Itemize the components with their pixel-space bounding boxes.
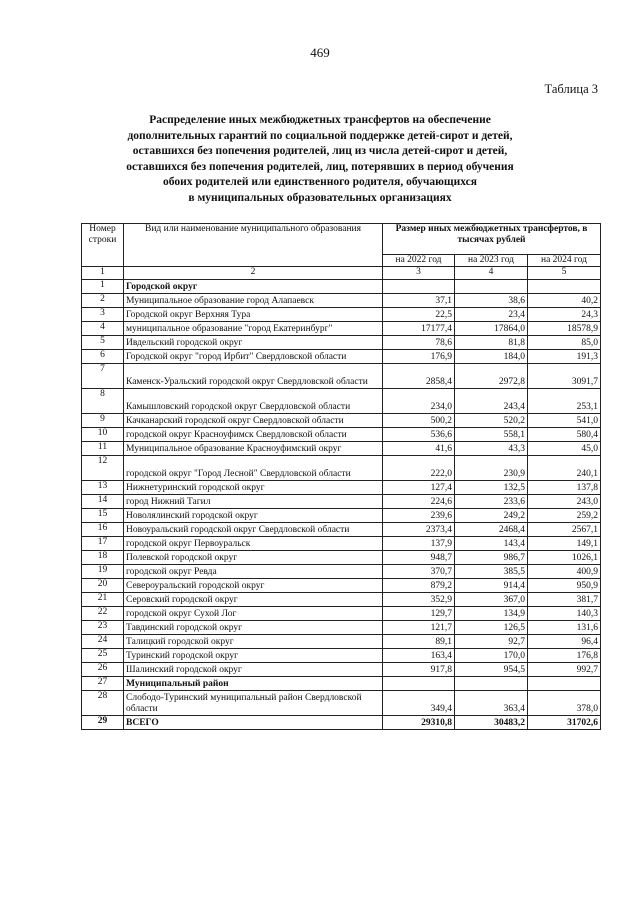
value-2023: 43,3 — [455, 442, 528, 456]
value-2023: 2468,4 — [455, 523, 528, 537]
value-2022: 29310,8 — [383, 716, 455, 730]
table-row — [82, 350, 601, 364]
header-year-2022: на 2022 год — [383, 255, 455, 267]
row-number: 26 — [82, 663, 124, 677]
value-2022: 17177,4 — [383, 322, 455, 336]
header-year-2023: на 2023 год — [455, 255, 528, 267]
value-2023: 954,5 — [455, 663, 528, 677]
row-number: 16 — [82, 523, 124, 537]
value-2023: 385,5 — [455, 565, 528, 579]
municipality-name: муниципальное образование "город Екатеринбург" — [124, 322, 383, 336]
row-number: 14 — [82, 495, 124, 509]
header-row-number: Номер строки — [82, 224, 124, 267]
municipality-name: Новолялинский городской округ — [124, 509, 383, 523]
value-2022: 224,6 — [383, 495, 455, 509]
value-2024: 580,4 — [528, 428, 601, 442]
table-row — [82, 495, 601, 509]
transfers-table — [81, 223, 601, 730]
value-2022: 917,8 — [383, 663, 455, 677]
row-number: 6 — [82, 350, 124, 364]
value-2024: 1026,1 — [528, 551, 601, 565]
municipality-name: городской округ Первоуральск — [124, 537, 383, 551]
value-2022: 163,4 — [383, 649, 455, 663]
row-number: 12 — [82, 456, 124, 481]
table-row — [82, 593, 601, 607]
value-2022: 234,0 — [383, 389, 455, 414]
value-2023: 249,2 — [455, 509, 528, 523]
value-2022: 2373,4 — [383, 523, 455, 537]
municipality-name: городской округ Ревда — [124, 565, 383, 579]
municipality-name: Талицкий городской округ — [124, 635, 383, 649]
municipality-name: Слободо-Туринский муниципальный район Свердловской области — [124, 691, 383, 716]
value-2023: 134,9 — [455, 607, 528, 621]
municipality-name: Муниципальное образование Красноуфимский округ — [124, 442, 383, 456]
title-line: оставшихся без попечения родителей, лиц, потерявших в период обучения — [126, 160, 514, 173]
table-label: Таблица 3 — [544, 82, 598, 96]
table-row — [82, 621, 601, 635]
value-2023: 132,5 — [455, 481, 528, 495]
value-2022: 121,7 — [383, 621, 455, 635]
value-2023: 2972,8 — [455, 364, 528, 389]
title-line: в муниципальных образовательных организациях — [188, 191, 452, 204]
value-2023: 23,4 — [455, 308, 528, 322]
municipality-name: Тавдинский городской округ — [124, 621, 383, 635]
value-2024 — [528, 677, 601, 691]
value-2024: 240,1 — [528, 456, 601, 481]
value-2023: 558,1 — [455, 428, 528, 442]
municipality-name: ВСЕГО — [124, 716, 383, 730]
value-2024: 2567,1 — [528, 523, 601, 537]
page-number: 469 — [310, 45, 330, 60]
title-line: обоих родителей или единственного родителя, обучающихся — [163, 176, 477, 189]
municipality-name: Городской округ "город Ирбит" Свердловской области — [124, 350, 383, 364]
municipality-name: городской округ Сухой Лог — [124, 607, 383, 621]
row-number: 17 — [82, 537, 124, 551]
value-2023: 230,9 — [455, 456, 528, 481]
row-number: 8 — [82, 389, 124, 414]
value-2023 — [455, 280, 528, 294]
value-2024: 85,0 — [528, 336, 601, 350]
row-number: 20 — [82, 579, 124, 593]
row-number: 25 — [82, 649, 124, 663]
row-number: 18 — [82, 551, 124, 565]
municipality-name: Нижнетуринский городской округ — [124, 481, 383, 495]
column-index: 3 — [383, 267, 455, 280]
row-number: 27 — [82, 677, 124, 691]
value-2024: 176,8 — [528, 649, 601, 663]
value-2024: 400,9 — [528, 565, 601, 579]
header-amount: Размер иных межбюджетных трансфертов, в тысячах рублей — [383, 224, 601, 255]
municipality-name: Североуральский городской округ — [124, 579, 383, 593]
section-row — [82, 677, 601, 691]
table-row — [82, 565, 601, 579]
table-row — [82, 691, 601, 716]
value-2023: 17864,0 — [455, 322, 528, 336]
table-row — [82, 336, 601, 350]
value-2024: 378,0 — [528, 691, 601, 716]
column-index: 1 — [82, 267, 124, 280]
title-line: оставшихся без попечения родителей, лиц из числа детей-сирот и детей, — [132, 145, 508, 158]
table-row — [82, 481, 601, 495]
value-2024: 45,0 — [528, 442, 601, 456]
value-2022 — [383, 280, 455, 294]
value-2024: 541,0 — [528, 414, 601, 428]
value-2024: 18578,9 — [528, 322, 601, 336]
municipality-name: Серовский городской округ — [124, 593, 383, 607]
value-2022: 2858,4 — [383, 364, 455, 389]
value-2023 — [455, 677, 528, 691]
value-2022: 349,4 — [383, 691, 455, 716]
municipality-name: Ивдельский городской округ — [124, 336, 383, 350]
value-2023: 986,7 — [455, 551, 528, 565]
row-number: 1 — [82, 280, 124, 294]
row-number: 23 — [82, 621, 124, 635]
section-row — [82, 280, 601, 294]
municipality-name: Муниципальный район — [124, 677, 383, 691]
municipality-name: Новоуральский городской округ Свердловской области — [124, 523, 383, 537]
municipality-name: Камышловский городской округ Свердловской области — [124, 389, 383, 414]
row-number: 28 — [82, 691, 124, 716]
value-2022: 222,0 — [383, 456, 455, 481]
municipality-name: Туринский городской округ — [124, 649, 383, 663]
table-row — [82, 389, 601, 414]
value-2023: 243,4 — [455, 389, 528, 414]
municipality-name: Качканарский городской округ Свердловской области — [124, 414, 383, 428]
row-number: 19 — [82, 565, 124, 579]
title-line: дополнительных гарантий по социальной поддержке детей-сирот и детей, — [127, 129, 513, 142]
table-row — [82, 551, 601, 565]
value-2023: 92,7 — [455, 635, 528, 649]
value-2024: 950,9 — [528, 579, 601, 593]
table-row — [82, 322, 601, 336]
value-2022 — [383, 677, 455, 691]
title-line: Распределение иных межбюджетных трансфертов на обеспечение — [149, 114, 491, 126]
table-row — [82, 456, 601, 481]
row-number: 9 — [82, 414, 124, 428]
column-index: 5 — [528, 267, 601, 280]
row-number: 10 — [82, 428, 124, 442]
value-2022: 500,2 — [383, 414, 455, 428]
value-2024: 40,2 — [528, 294, 601, 308]
table-row — [82, 523, 601, 537]
value-2023: 81,8 — [455, 336, 528, 350]
value-2023: 520,2 — [455, 414, 528, 428]
value-2023: 184,0 — [455, 350, 528, 364]
value-2022: 41,6 — [383, 442, 455, 456]
municipality-name: Городской округ — [124, 280, 383, 294]
row-number: 7 — [82, 364, 124, 389]
value-2024: 259,2 — [528, 509, 601, 523]
value-2024: 381,7 — [528, 593, 601, 607]
value-2022: 948,7 — [383, 551, 455, 565]
value-2023: 367,0 — [455, 593, 528, 607]
municipality-name: Каменск-Уральский городской округ Свердловской области — [124, 364, 383, 389]
value-2022: 22,5 — [383, 308, 455, 322]
table-row — [82, 442, 601, 456]
value-2023: 914,4 — [455, 579, 528, 593]
municipality-name: Шалинский городской округ — [124, 663, 383, 677]
municipality-name: городской округ "Город Лесной" Свердловской области — [124, 456, 383, 481]
value-2023: 143,4 — [455, 537, 528, 551]
value-2024 — [528, 280, 601, 294]
value-2024: 243,0 — [528, 495, 601, 509]
table-row — [82, 537, 601, 551]
total-row — [82, 716, 601, 730]
column-index: 2 — [124, 267, 383, 280]
value-2023: 363,4 — [455, 691, 528, 716]
header-municipality: Вид или наименование муниципального образования — [124, 224, 383, 267]
row-number: 29 — [82, 716, 124, 730]
table-row — [82, 428, 601, 442]
row-number: 5 — [82, 336, 124, 350]
value-2024: 191,3 — [528, 350, 601, 364]
row-number: 2 — [82, 294, 124, 308]
value-2022: 536,6 — [383, 428, 455, 442]
row-number: 22 — [82, 607, 124, 621]
table-row — [82, 607, 601, 621]
value-2024: 3091,7 — [528, 364, 601, 389]
value-2022: 89,1 — [383, 635, 455, 649]
table-row — [82, 364, 601, 389]
value-2022: 370,7 — [383, 565, 455, 579]
row-number: 13 — [82, 481, 124, 495]
value-2024: 31702,6 — [528, 716, 601, 730]
value-2024: 131,6 — [528, 621, 601, 635]
value-2022: 239,6 — [383, 509, 455, 523]
municipality-name: городской округ Красноуфимск Свердловской области — [124, 428, 383, 442]
row-number: 24 — [82, 635, 124, 649]
column-index: 4 — [455, 267, 528, 280]
value-2024: 149,1 — [528, 537, 601, 551]
value-2024: 253,1 — [528, 389, 601, 414]
table-row — [82, 649, 601, 663]
header-year-2024: на 2024 год — [528, 255, 601, 267]
table-row — [82, 635, 601, 649]
value-2023: 170,0 — [455, 649, 528, 663]
row-number: 4 — [82, 322, 124, 336]
document-title — [80, 113, 560, 207]
municipality-name: Городской округ Верхняя Тура — [124, 308, 383, 322]
value-2022: 137,9 — [383, 537, 455, 551]
table-row — [82, 509, 601, 523]
value-2022: 352,9 — [383, 593, 455, 607]
value-2023: 126,5 — [455, 621, 528, 635]
table-row — [82, 308, 601, 322]
value-2022: 879,2 — [383, 579, 455, 593]
value-2023: 38,6 — [455, 294, 528, 308]
value-2024: 24,3 — [528, 308, 601, 322]
value-2022: 127,4 — [383, 481, 455, 495]
value-2024: 140,3 — [528, 607, 601, 621]
municipality-name: город Нижний Тагил — [124, 495, 383, 509]
table-header — [82, 224, 601, 280]
table-row — [82, 579, 601, 593]
municipality-name: Муниципальное образование город Алапаевск — [124, 294, 383, 308]
table-row — [82, 294, 601, 308]
value-2024: 137,8 — [528, 481, 601, 495]
table-row — [82, 663, 601, 677]
value-2023: 233,6 — [455, 495, 528, 509]
value-2024: 96,4 — [528, 635, 601, 649]
row-number: 21 — [82, 593, 124, 607]
table-row — [82, 414, 601, 428]
value-2022: 78,6 — [383, 336, 455, 350]
row-number: 11 — [82, 442, 124, 456]
value-2022: 129,7 — [383, 607, 455, 621]
value-2023: 30483,2 — [455, 716, 528, 730]
row-number: 15 — [82, 509, 124, 523]
value-2024: 992,7 — [528, 663, 601, 677]
row-number: 3 — [82, 308, 124, 322]
table-body — [82, 280, 601, 730]
value-2022: 37,1 — [383, 294, 455, 308]
value-2022: 176,9 — [383, 350, 455, 364]
municipality-name: Полевской городской округ — [124, 551, 383, 565]
